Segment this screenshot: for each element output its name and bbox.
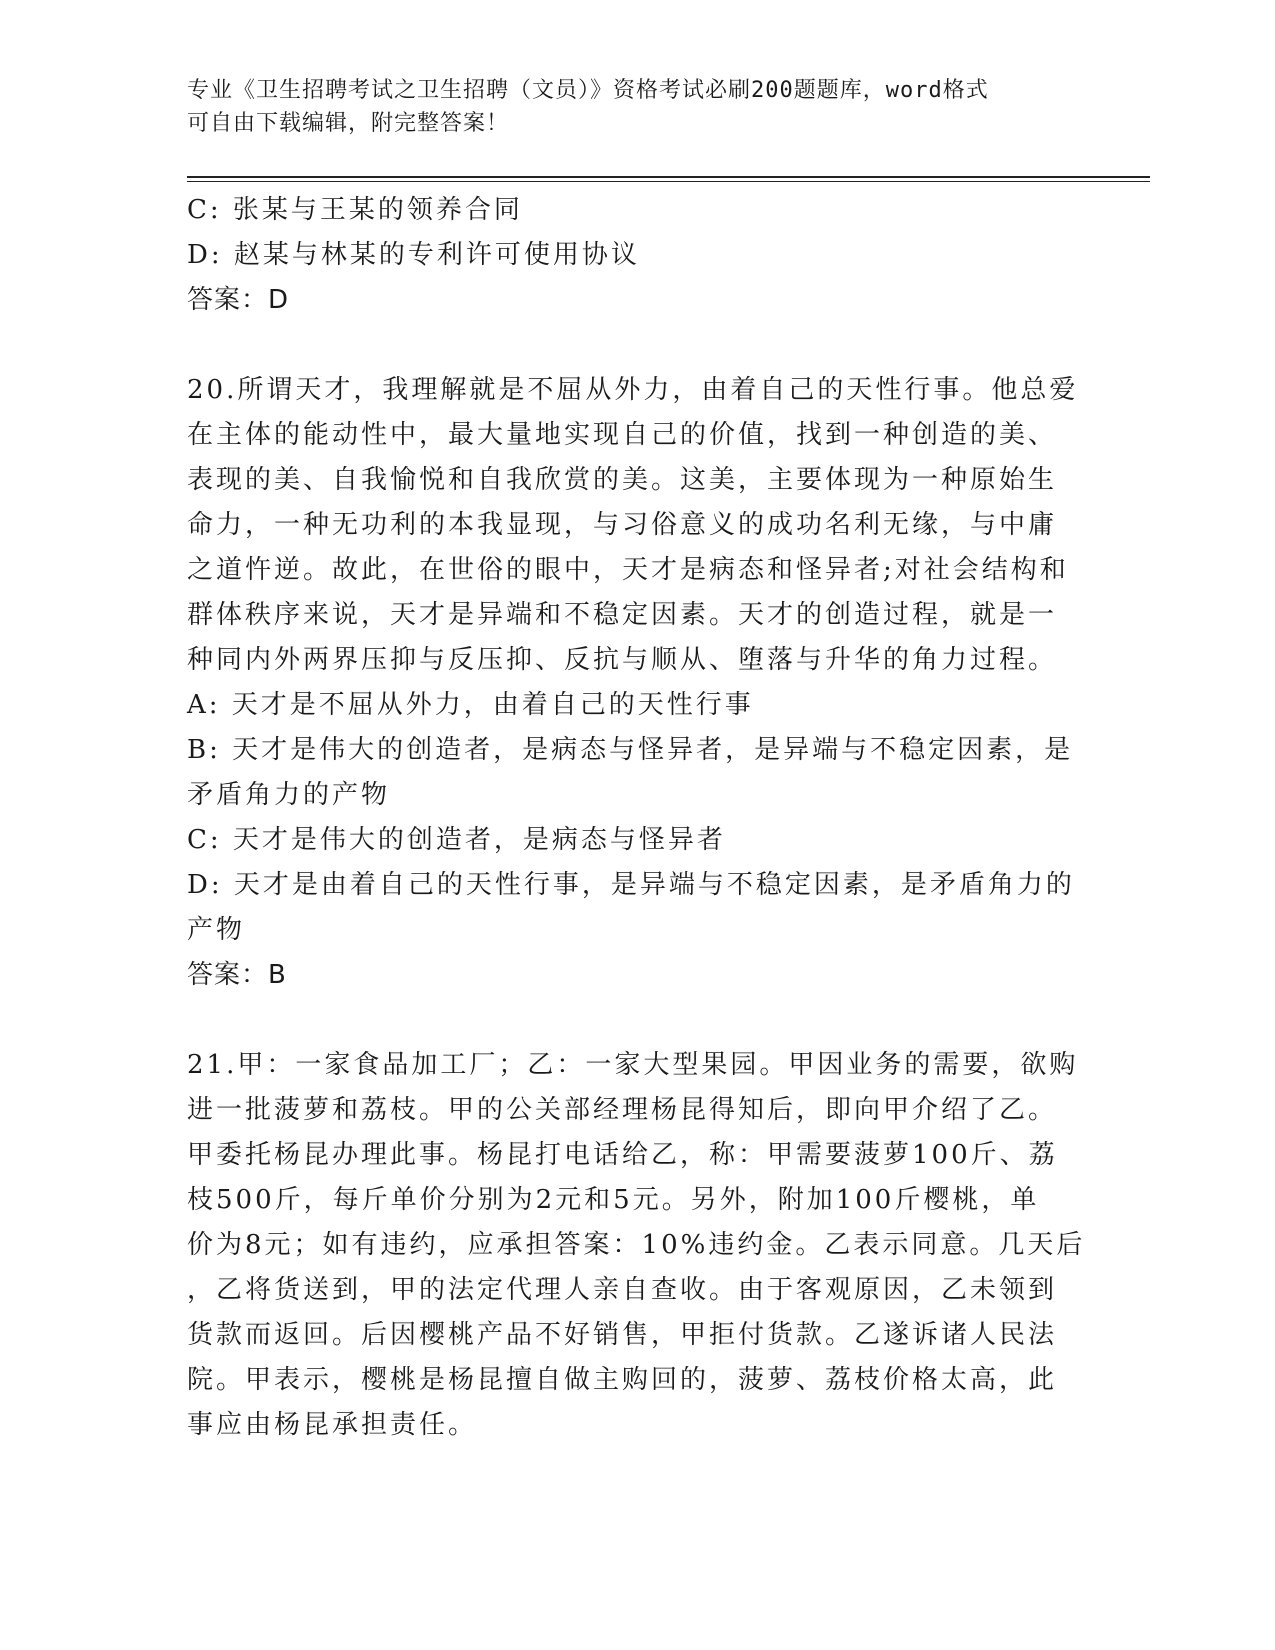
question-stem-line: 20.所谓天才，我理解就是不屈从外力，由着自己的天性行事。他总爱: [187, 375, 1079, 405]
spacer: [187, 323, 1077, 368]
header-rule-thin: [187, 181, 1150, 182]
question-stem-line: 表现的美、自我愉悦和自我欣赏的美。这美，主要体现为一种原始生: [187, 465, 1058, 495]
option-d-line-1: D: 天才是由着自己的天性行事，是异端与不稳定因素，是矛盾角力的: [187, 870, 1075, 900]
option-a: A: 天才是不屈从外力，由着自己的天性行事: [187, 690, 754, 720]
header-line-2: 可自由下载编辑，附完整答案！: [187, 111, 510, 136]
question-20: [187, 368, 1077, 998]
question-stem-line: 之道忤逆。故此，在世俗的眼中，天才是病态和怪异者;对社会结构和: [187, 555, 1069, 585]
question-stem-line: 价为8元；如有违约，应承担答案：10%违约金。乙表示同意。几天后: [187, 1230, 1086, 1260]
header-rule-thick: [187, 176, 1150, 178]
question-stem-line: 枝500斤，每斤单价分别为2元和5元。另外，附加100斤樱桃，单: [187, 1185, 1040, 1215]
question-stem-line: 种同内外两界压抑与反压抑、反抗与顺从、堕落与升华的角力过程。: [187, 645, 1058, 675]
option-c: C: 天才是伟大的创造者，是病态与怪异者: [187, 825, 726, 855]
option-b-line-2: 矛盾角力的产物: [187, 780, 391, 810]
question-stem-line: 命力，一种无功利的本我显现，与习俗意义的成功名利无缘，与中庸: [187, 510, 1058, 540]
header-line-1: 专业《卫生招聘考试之卫生招聘（文员）》资格考试必刷200题题库，word格式: [187, 78, 989, 103]
question-stem-line: 群体秩序来说，天才是异端和不稳定因素。天才的创造过程，就是一: [187, 600, 1058, 630]
spacer: [187, 998, 1077, 1043]
option-b-line-1: B: 天才是伟大的创造者，是病态与怪异者，是异端与不稳定因素，是: [187, 735, 1074, 765]
question-stem-line: 货款而返回。后因樱桃产品不好销售，甲拒付货款。乙遂诉诸人民法: [187, 1320, 1058, 1350]
question-stem-line: 进一批菠萝和荔枝。甲的公关部经理杨昆得知后，即向甲介绍了乙。: [187, 1095, 1058, 1125]
question-stem-line: ，乙将货送到，甲的法定代理人亲自查收。由于客观原因，乙未领到: [187, 1275, 1058, 1305]
question-stem-line: 院。甲表示，樱桃是杨昆擅自做主购回的，菠萝、荔枝价格太高，此: [187, 1365, 1058, 1395]
question-19: [187, 188, 1077, 323]
answer-label: 答案：D: [187, 285, 290, 315]
answer-label: 答案：B: [187, 960, 287, 990]
question-stem-line: 事应由杨昆承担责任。: [187, 1410, 478, 1440]
option-d-line-2: 产物: [187, 915, 246, 945]
document-header: [187, 74, 1067, 140]
question-stem-line: 21.甲：一家食品加工厂；乙：一家大型果园。甲因业务的需要，欲购: [187, 1050, 1079, 1080]
question-stem-line: 在主体的能动性中，最大量地实现自己的价值，找到一种创造的美、: [187, 420, 1058, 450]
option-d: D: 赵某与林某的专利许可使用协议: [187, 240, 640, 270]
question-stem-line: 甲委托杨昆办理此事。杨昆打电话给乙，称：甲需要菠萝100斤、荔: [187, 1140, 1058, 1170]
document-body: [187, 188, 1086, 1448]
question-21: [187, 1043, 1086, 1448]
option-c: C: 张某与王某的领养合同: [187, 195, 523, 225]
